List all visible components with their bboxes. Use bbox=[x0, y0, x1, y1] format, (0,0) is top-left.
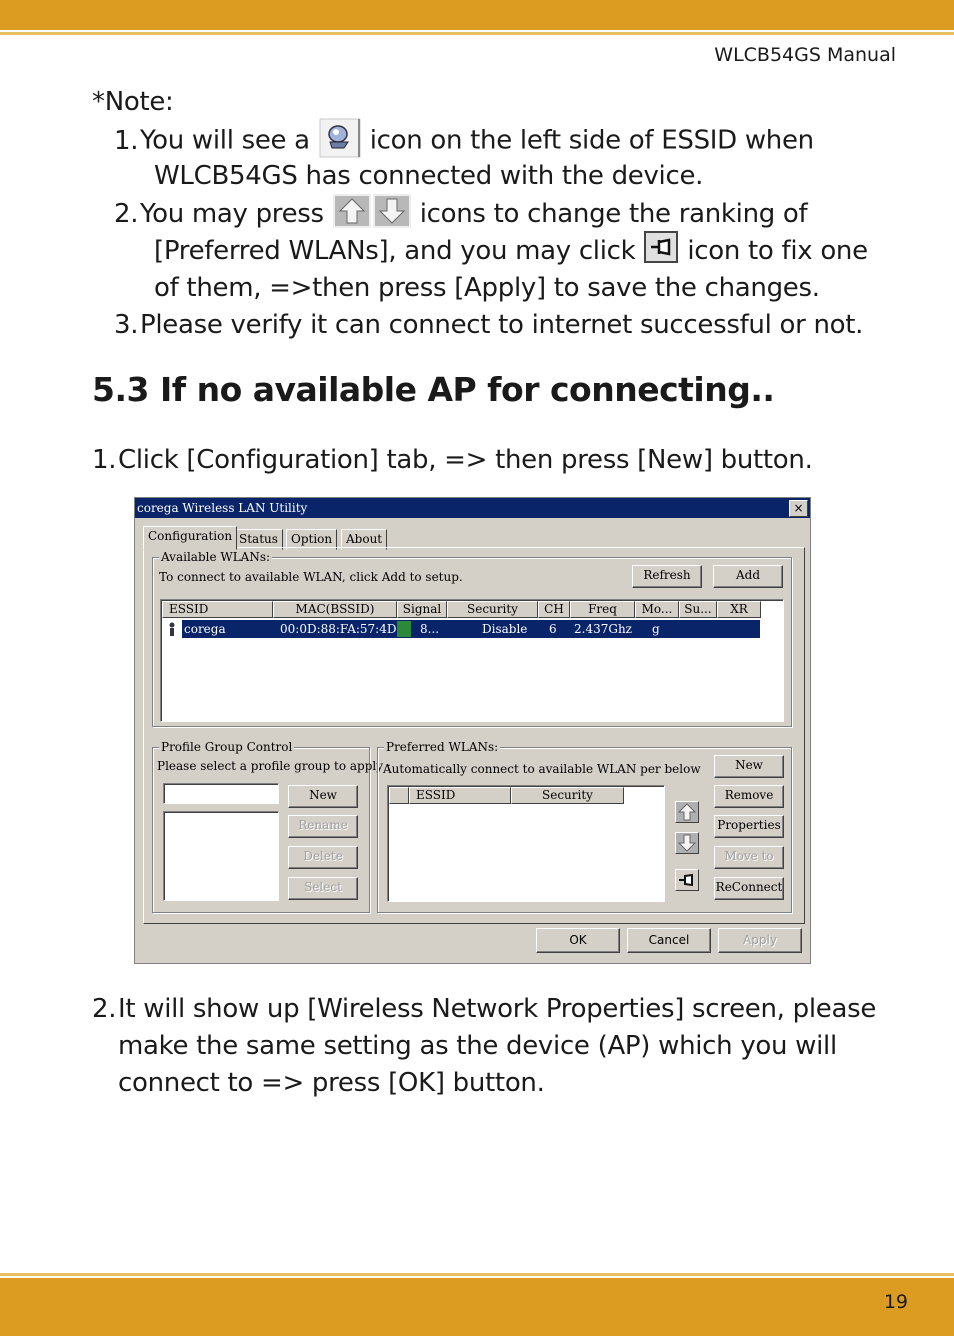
signal-icon bbox=[397, 621, 411, 637]
note-item-num: 2. bbox=[114, 199, 139, 229]
tab-option[interactable]: Option bbox=[286, 529, 337, 550]
available-wlans-list[interactable] bbox=[160, 599, 784, 722]
preferred-move-to-button[interactable]: Move to bbox=[714, 846, 784, 869]
column-header[interactable]: ESSID bbox=[162, 601, 273, 618]
step-num: 2. bbox=[92, 994, 117, 1024]
row-security: Disable bbox=[482, 622, 528, 636]
note-item-num: 3. bbox=[114, 310, 139, 340]
available-wlans-hint: To connect to available WLAN, click Add to setup. bbox=[159, 570, 463, 584]
step-2-line2: make the same setting as the device (AP) which you will bbox=[118, 1031, 837, 1061]
note-item-1-line2: WLCB54GS has connected with the device. bbox=[154, 161, 704, 191]
note-item-2-line3: of them, =>then press [Apply] to save the changes. bbox=[154, 273, 820, 303]
profile-new-button[interactable]: New bbox=[288, 785, 358, 808]
preferred-wlans-title: Preferred WLANs: bbox=[386, 740, 499, 754]
profile-select-button[interactable]: Select bbox=[288, 877, 358, 900]
preferred-wlans-list[interactable] bbox=[387, 785, 665, 902]
bottom-rule bbox=[0, 1273, 954, 1276]
table-row[interactable] bbox=[182, 620, 760, 638]
preferred-properties-button[interactable]: Properties bbox=[714, 815, 784, 838]
profile-group-list[interactable] bbox=[163, 811, 279, 901]
step-2-line3: connect to => press [OK] button. bbox=[118, 1068, 545, 1098]
column-header[interactable]: Su... bbox=[679, 601, 717, 618]
preferred-remove-button[interactable]: Remove bbox=[714, 785, 784, 808]
pin-button[interactable] bbox=[675, 869, 699, 891]
profile-rename-button[interactable]: Rename bbox=[288, 815, 358, 838]
available-wlans-group bbox=[152, 550, 792, 727]
window-titlebar bbox=[135, 498, 810, 518]
step-2: 2.It will show up [Wireless Network Properties] screen, please bbox=[92, 991, 876, 1028]
top-banner bbox=[0, 0, 954, 30]
refresh-button[interactable]: Refresh bbox=[632, 565, 702, 588]
step-1: 1.Click [Configuration] tab, => then press [New] button. bbox=[92, 442, 813, 479]
row-mode: g bbox=[652, 622, 660, 636]
section-title: 5.3 If no available AP for connecting.. bbox=[92, 370, 775, 409]
ok-button[interactable]: OK bbox=[536, 928, 620, 953]
profile-group-control bbox=[152, 740, 391, 913]
preferred-wlans-hint: Automatically connect to available WLAN per below bbox=[383, 762, 701, 776]
step-num: 1. bbox=[92, 445, 117, 475]
move-down-button[interactable] bbox=[675, 832, 699, 854]
column-header[interactable]: Freq bbox=[570, 601, 635, 618]
tab-configuration[interactable]: Configuration bbox=[143, 526, 237, 550]
pin-icon bbox=[676, 870, 698, 890]
row-signal: 8... bbox=[420, 622, 440, 636]
window-title: corega Wireless LAN Utility bbox=[137, 501, 308, 515]
wlan-utility-window bbox=[134, 497, 811, 964]
row-essid: corega bbox=[184, 622, 226, 636]
apply-button[interactable]: Apply bbox=[718, 928, 802, 953]
close-icon[interactable]: × bbox=[789, 500, 808, 517]
profile-group-hint: Please select a profile group to apply : bbox=[157, 759, 391, 773]
connected-icon bbox=[318, 118, 362, 158]
arrow-up-icon bbox=[676, 802, 698, 822]
tab-about[interactable]: About bbox=[341, 529, 387, 550]
column-header[interactable]: MAC(BSSID) bbox=[273, 601, 397, 618]
arrow-down-icon bbox=[676, 833, 698, 853]
preferred-wlans-group bbox=[377, 740, 792, 913]
tab-status[interactable]: Status bbox=[234, 529, 283, 550]
manual-title: WLCB54GS Manual bbox=[714, 44, 896, 66]
pin-icon bbox=[643, 230, 679, 264]
profile-delete-button[interactable]: Delete bbox=[288, 846, 358, 869]
page-number: 19 bbox=[883, 1291, 908, 1313]
note-item-2: 2.You may press icons to change the ranking of bbox=[114, 196, 807, 233]
column-header[interactable] bbox=[389, 787, 409, 804]
column-header[interactable]: Security bbox=[447, 601, 538, 618]
note-item-3: 3.Please verify it can connect to internet successful or not. bbox=[114, 307, 863, 344]
row-freq: 2.437Ghz bbox=[574, 622, 632, 636]
top-rule bbox=[0, 32, 954, 35]
column-header[interactable]: Signal bbox=[397, 601, 447, 618]
note-item-1: 1.You will see a icon on the left side of ESSID when bbox=[114, 121, 814, 161]
column-header[interactable]: ESSID bbox=[409, 787, 511, 804]
profile-group-title: Profile Group Control bbox=[161, 740, 293, 754]
preferred-reconnect-button[interactable]: ReConnect bbox=[714, 877, 784, 900]
row-channel: 6 bbox=[549, 622, 557, 636]
column-header[interactable]: CH bbox=[538, 601, 570, 618]
add-button[interactable]: Add bbox=[713, 565, 783, 588]
up-down-arrows-icon bbox=[332, 193, 412, 229]
preferred-new-button[interactable]: New bbox=[714, 755, 784, 778]
note-item-num: 1. bbox=[114, 125, 139, 156]
column-header[interactable]: XR bbox=[717, 601, 761, 618]
bottom-banner bbox=[0, 1278, 954, 1336]
note-label: *Note: bbox=[92, 87, 174, 117]
move-up-button[interactable] bbox=[675, 801, 699, 823]
row-mac: 00:0D:88:FA:57:4D bbox=[280, 622, 397, 636]
connected-icon bbox=[167, 622, 177, 639]
column-header[interactable]: Security bbox=[511, 787, 624, 804]
profile-group-input[interactable] bbox=[163, 783, 279, 804]
note-item-2-line2: [Preferred WLANs], and you may click icon to fix one bbox=[154, 233, 868, 270]
configuration-panel bbox=[143, 547, 805, 924]
cancel-button[interactable]: Cancel bbox=[627, 928, 711, 953]
available-wlans-title: Available WLANs: bbox=[161, 550, 271, 564]
column-header[interactable]: Mo... bbox=[635, 601, 679, 618]
